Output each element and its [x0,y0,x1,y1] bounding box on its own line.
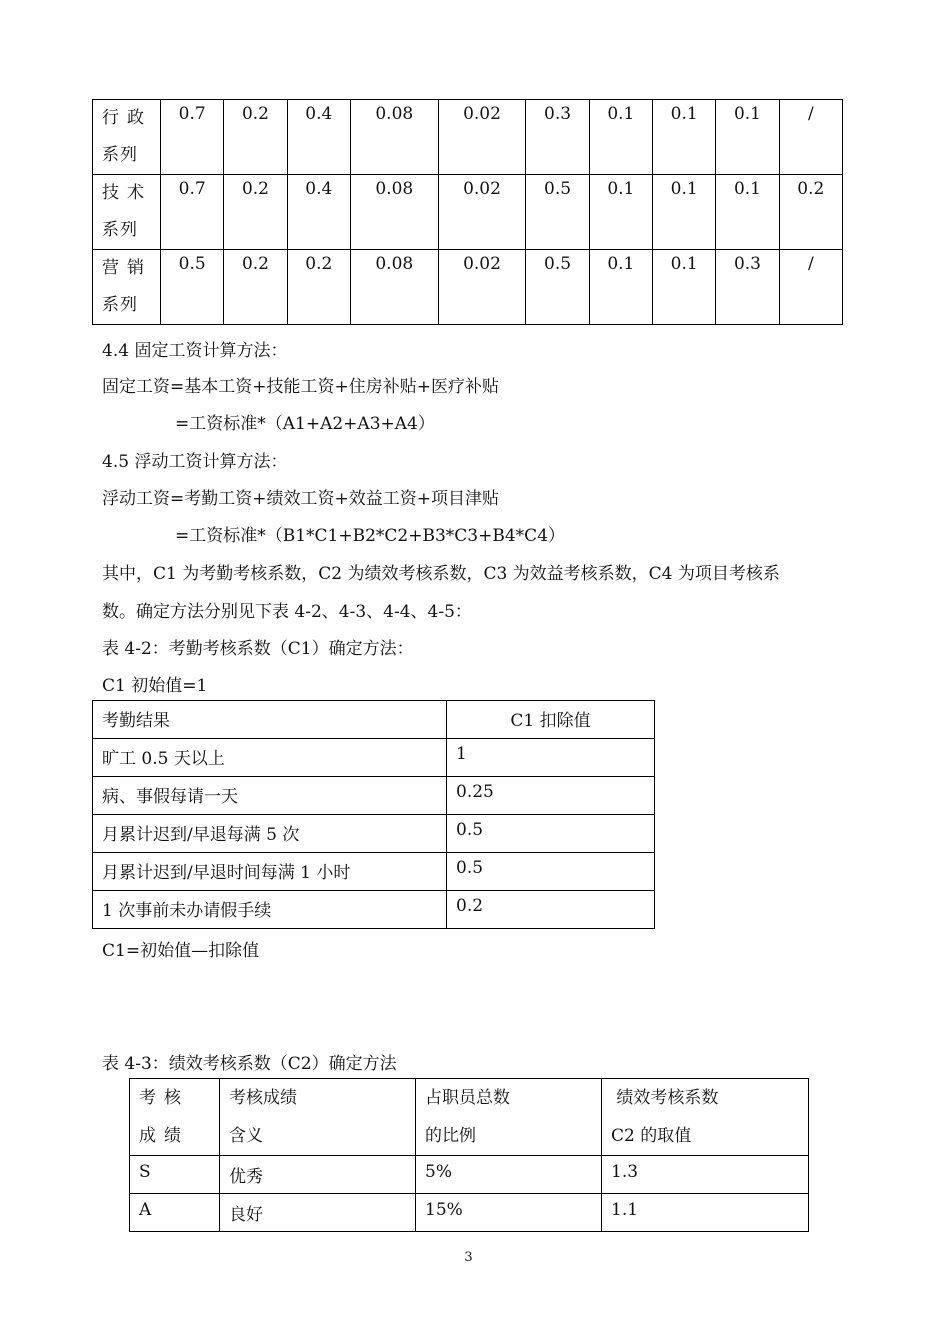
section-4-4-title: 4.4 固定工资计算方法： [102,341,288,361]
paragraph-line: 数。确定方法分别见下表 4-2、4-3、4-4、4-5： [102,602,472,622]
table-cell: 0.3 [526,100,589,175]
table-header-row [130,1079,809,1156]
table-cell: 0.5 [526,175,589,250]
table-cell: 0.4 [287,175,350,250]
table-cell: 0.1 [653,175,716,250]
table-cell: 旷工 0.5 天以上 [93,739,447,777]
table-cell: 0.25 [447,777,655,815]
table-4-2-title: 表 4-2：考勤考核系数（C1）确定方法： [102,639,414,659]
table-cell: 良好 [220,1194,416,1232]
table-cell: / [779,100,842,175]
table-row [93,891,655,929]
column-header: 考勤结果 [93,701,447,739]
table-cell: 优秀 [220,1156,416,1194]
table-cell: 病、事假每请一天 [93,777,447,815]
fixed-wage-formula-expanded: =工资标准*（A1+A2+A3+A4） [175,414,435,434]
table-cell: 0.5 [161,250,224,325]
table-cell: 0.2 [224,100,287,175]
table-cell: 0.1 [589,250,652,325]
table-cell: 0.02 [438,100,526,175]
table-cell: 0.5 [526,250,589,325]
table-row [93,815,655,853]
table-cell: 0.3 [716,250,779,325]
table-header-row [93,701,655,739]
table-4-3-title: 表 4-3：绩效考核系数（C2）确定方法 [102,1054,397,1074]
column-header: 占职员总数 的比例 [416,1079,602,1156]
table-cell: 0.2 [287,250,350,325]
table-cell: 0.2 [224,175,287,250]
section-4-5-title: 4.5 浮动工资计算方法： [102,452,288,472]
table-cell: 0.5 [447,853,655,891]
table-cell: 0.5 [447,815,655,853]
table-row [93,777,655,815]
table-row [93,739,655,777]
table-cell: 15% [416,1194,602,1232]
performance-coefficient-table [129,1078,809,1232]
table-cell: 0.02 [438,175,526,250]
page-number: 3 [464,1250,473,1265]
table-cell: 0.2 [779,175,842,250]
row-header-sales: 营销 系列 [93,250,161,325]
floating-wage-formula: 浮动工资=考勤工资+绩效工资+效益工资+项目津贴 [102,489,499,509]
table-cell: A [130,1194,220,1232]
table-row [93,100,843,175]
table-cell: 1 [447,739,655,777]
series-coefficient-table [92,99,843,325]
row-header-tech: 技术 系列 [93,175,161,250]
table-cell: 0.1 [653,100,716,175]
table-cell: 1.1 [602,1194,809,1232]
c1-initial-value: C1 初始值=1 [102,676,208,696]
column-header: 考核 成绩 [130,1079,220,1156]
attendance-coefficient-table [92,700,655,929]
table-cell: 0.08 [350,175,438,250]
table-cell: 0.1 [589,175,652,250]
table-cell: 0.2 [224,250,287,325]
table-row [130,1156,809,1194]
table-cell: 0.08 [350,100,438,175]
table-cell: 0.1 [653,250,716,325]
c1-formula: C1=初始值—扣除值 [102,941,260,961]
table-row [130,1194,809,1232]
column-header: C1 扣除值 [447,701,655,739]
fixed-wage-formula: 固定工资=基本工资+技能工资+住房补贴+医疗补贴 [102,377,499,397]
column-header: 绩效考核系数 C2 的取值 [602,1079,809,1156]
table-cell: / [779,250,842,325]
table-cell: 0.1 [716,100,779,175]
floating-wage-formula-expanded: =工资标准*（B1*C1+B2*C2+B3*C3+B4*C4） [175,526,566,546]
table-cell: 1.3 [602,1156,809,1194]
table-cell: 月累计迟到/早退时间每满 1 小时 [93,853,447,891]
paragraph-line: 其中，C1 为考勤考核系数，C2 为绩效考核系数，C3 为效益考核系数，C4 为项目考核系 [102,564,780,584]
table-row [93,175,843,250]
table-cell: 0.4 [287,100,350,175]
table-row [93,853,655,891]
table-cell: 0.1 [589,100,652,175]
table-row [93,250,843,325]
table-cell: 5% [416,1156,602,1194]
table-cell: 0.7 [161,175,224,250]
row-header-admin: 行政 系列 [93,100,161,175]
table-cell: 0.08 [350,250,438,325]
table-cell: 0.1 [716,175,779,250]
table-cell: S [130,1156,220,1194]
table-cell: 0.2 [447,891,655,929]
column-header: 考核成绩 含义 [220,1079,416,1156]
table-cell: 月累计迟到/早退每满 5 次 [93,815,447,853]
table-cell: 1 次事前未办请假手续 [93,891,447,929]
table-cell: 0.02 [438,250,526,325]
table-cell: 0.7 [161,100,224,175]
